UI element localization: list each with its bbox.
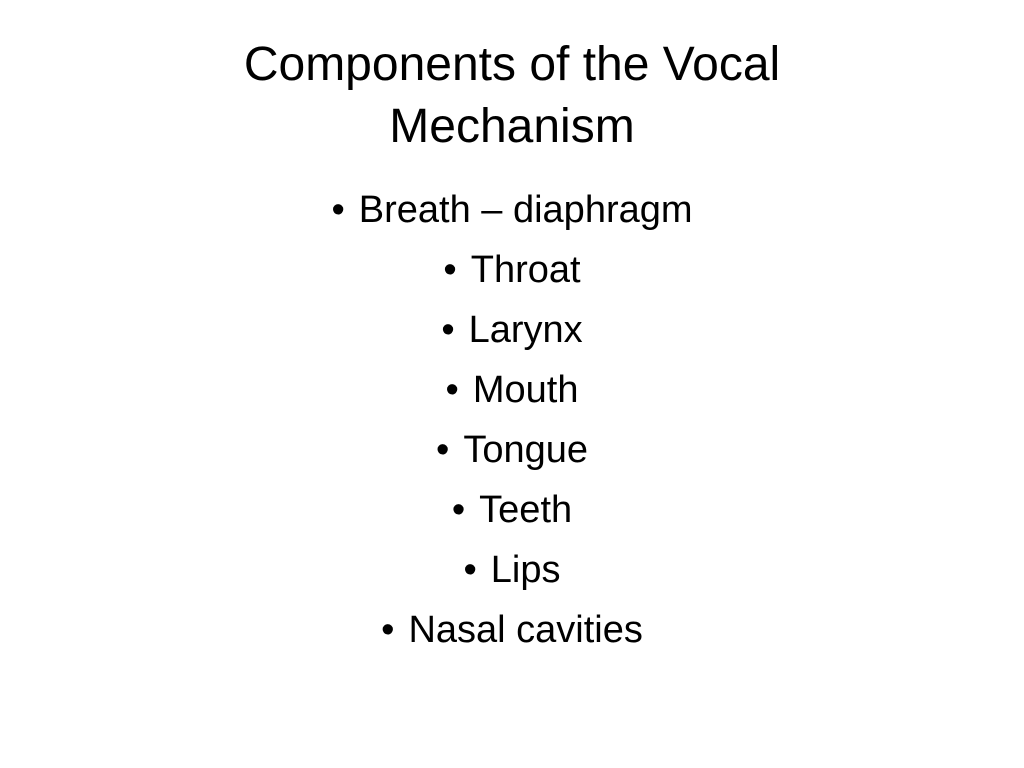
list-item-text: Larynx xyxy=(468,309,583,351)
bullet-icon: • xyxy=(451,489,466,531)
bullet-icon: • xyxy=(443,249,457,291)
slide-title-line-1: Components of the Vocal xyxy=(243,38,781,91)
bullet-list xyxy=(0,180,1024,660)
bullet-icon: • xyxy=(436,429,450,471)
slide-title-line-2: Mechanism xyxy=(389,100,635,153)
bullet-icon: • xyxy=(441,309,455,351)
list-item-text: Lips xyxy=(490,549,561,591)
list-item xyxy=(0,600,1024,660)
list-item-text: Tongue xyxy=(463,429,588,471)
list-item xyxy=(0,540,1024,600)
bullet-icon: • xyxy=(331,189,345,231)
list-item-text: Throat xyxy=(470,249,581,291)
list-item-text: Mouth xyxy=(472,369,579,411)
list-item-text: Breath – diaphragm xyxy=(358,189,693,231)
slide-title xyxy=(0,34,1024,158)
list-item xyxy=(0,240,1024,300)
list-item xyxy=(0,180,1024,240)
bullet-icon: • xyxy=(381,609,395,651)
list-item xyxy=(0,300,1024,360)
list-item-text: Teeth xyxy=(479,489,573,531)
list-item xyxy=(0,360,1024,420)
list-item-text: Nasal cavities xyxy=(408,609,643,651)
list-item xyxy=(0,480,1024,540)
bullet-icon: • xyxy=(463,549,477,591)
bullet-icon: • xyxy=(445,369,459,411)
list-item xyxy=(0,420,1024,480)
